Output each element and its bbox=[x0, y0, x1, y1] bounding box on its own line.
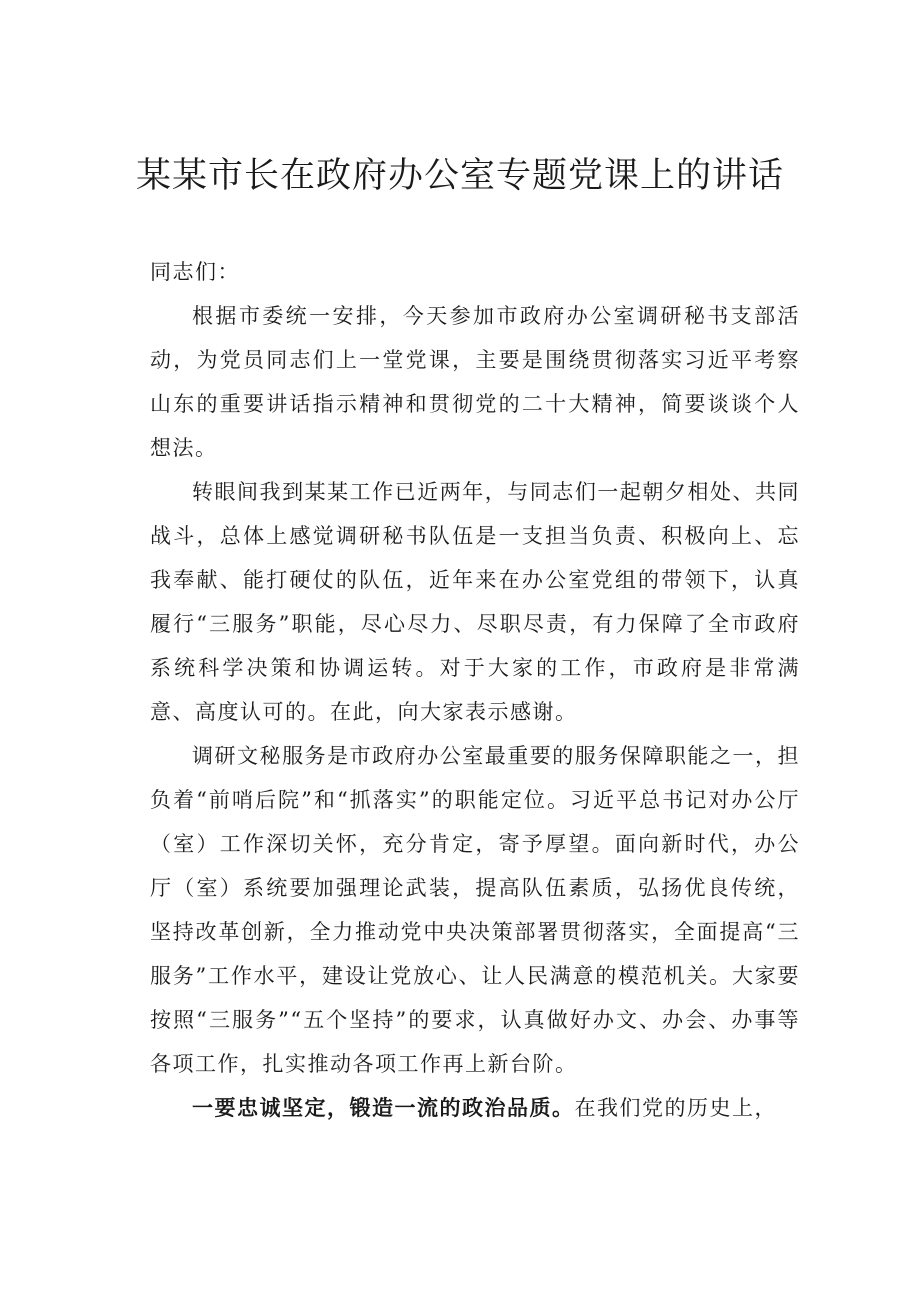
section-heading: 一要忠诚坚定，锻造一流的政治品质。 bbox=[192, 1095, 575, 1120]
paragraph-2: 转眼间我到某某工作已近两年，与同志们一起朝夕相处、共同战斗，总体上感觉调研秘书队伍是一支担当负责、积极向上、忘我奉献、能打硬仗的队伍，近年来在办公室党组的带领下，认真履行“三服务”职能，尽心尽力、尽职尽责，有力保障了全市政府系统科学决策和协调运转。对于大家的工作，市政府是非常满意、高度认可的。在此，向大家表示感谢。 bbox=[150, 480, 800, 724]
paragraph-4-text: 在我们党的历史上， bbox=[574, 1096, 777, 1120]
document-title: 某某市长在政府办公室专题党课上的讲话 bbox=[135, 156, 784, 196]
paragraph-4 bbox=[150, 1086, 800, 1130]
salutation: 同志们： bbox=[150, 260, 240, 284]
paragraph-3: 调研文秘服务是市政府办公室最重要的服务保障职能之一，担负着“前哨后院”和“抓落实”的职能定位。习近平总书记对办公厅（室）工作深切关怀，充分肯定，寄予厚望。面向新时代，办公厅（室）系统要加强理论武装，提高队伍素质，弘扬优良传统，坚持改革创新，全力推动党中央决策部署贯彻落实，全面提高“三服务”工作水平，建设让党放心、让人民满意的模范机关。大家要按照“三服务”“五个坚持”的要求，认真做好办文、办会、办事等各项工作，扎实推动各项工作再上新台阶。 bbox=[150, 744, 800, 1076]
paragraph-1: 根据市委统一安排，今天参加市政府办公室调研秘书支部活动，为党员同志们上一堂党课，主要是围绕贯彻落实习近平考察山东的重要讲话指示精神和贯彻党的二十大精神，简要谈谈个人想法。 bbox=[150, 304, 800, 460]
document-body bbox=[150, 250, 800, 1130]
